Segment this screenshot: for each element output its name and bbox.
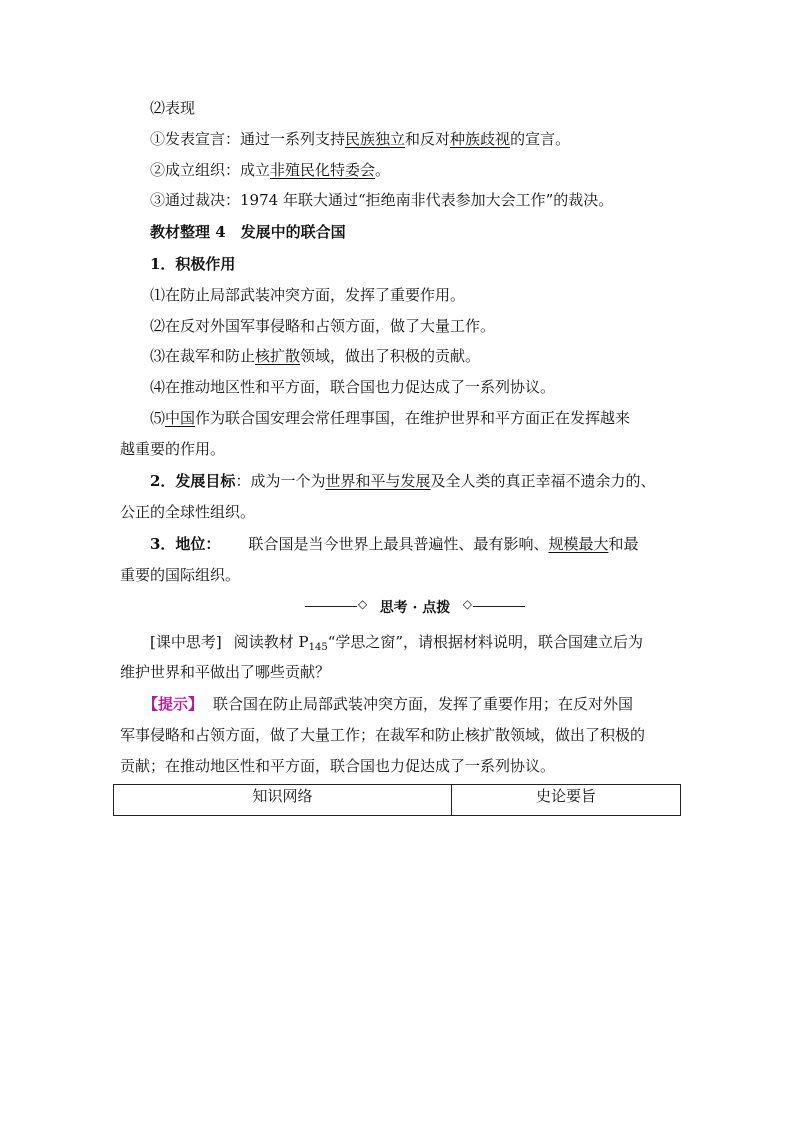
- divider-rule: [305, 606, 357, 607]
- hint-paragraph: 【提示】 联合国在防止局部武装冲突方面，发挥了重要作用；在反对外国: [143, 695, 634, 713]
- section-heading: ⑵表现: [150, 99, 196, 117]
- divider-rule: [473, 606, 525, 607]
- goal-paragraph: 2．发展目标：成为一个为世界和平与发展及全人类的真正幸福不遗余力的、: [150, 472, 656, 490]
- section-title: 教材整理 4 发展中的联合国: [150, 223, 346, 241]
- status-paragraph-continued: 重要的国际组织。: [120, 566, 241, 584]
- underlined-term: 世界和平与发展: [325, 472, 431, 490]
- section-divider: [305, 597, 525, 617]
- underlined-term: 中国: [165, 409, 196, 427]
- question-paragraph: [课中思考] 阅读教材 $P_{145}“$学思之窗”，请根据材料说明，联合国建立后为: [150, 633, 644, 653]
- paragraph-declarations: ①发表宣言：通过一系列支持民族独立和反对种族歧视的宣言。: [150, 130, 571, 148]
- table-row: [114, 785, 681, 816]
- hint-label: 【提示】: [143, 695, 204, 713]
- hint-paragraph-continued: 军事侵略和占领方面，做了大量工作；在裁军和防止核扩散领域，做出了积极的: [120, 726, 646, 744]
- hint-paragraph-continued: 贡献；在推动地区性和平方面，联合国也力促达成了一系列协议。: [120, 757, 556, 775]
- status-paragraph: 3．地位： 联合国是当今世界上最具普遍性、最有影响、规模最大和最: [150, 535, 639, 553]
- list-item: ⑶在裁军和防止核扩散领域，做出了积极的贡献。: [150, 347, 481, 365]
- table-header-theory: 史论要旨: [452, 785, 681, 816]
- diamond-icon: ◇: [358, 597, 368, 611]
- goal-paragraph-continued: 公正的全球性组织。: [120, 503, 256, 521]
- list-item: ⑷在推动地区性和平方面，联合国也力促达成了一系列协议。: [150, 378, 556, 396]
- list-item: ⑴在防止局部武装冲突方面，发挥了重要作用。: [150, 286, 466, 304]
- list-item: ⑸中国作为联合国安理会常任理事国，在维护世界和平方面正在发挥越来: [150, 409, 631, 427]
- divider-title: 思考 · 点拨: [379, 600, 451, 616]
- subsection-title: 1．积极作用: [150, 255, 236, 273]
- list-item: ⑵在反对外国军事侵略和占领方面，做了大量工作。: [150, 317, 496, 335]
- underlined-term: 规模最大: [548, 535, 609, 553]
- question-label: [课中思考]: [150, 633, 222, 651]
- underlined-term: 非殖民化特委会: [270, 161, 376, 179]
- paragraph-ruling: ③通过裁决：1974 年联大通过“拒绝南非代表参加大会工作”的裁决。: [150, 191, 614, 209]
- list-item-continued: 越重要的作用。: [120, 440, 226, 458]
- paragraph-organization: ②成立组织：成立非殖民化特委会。: [150, 161, 391, 179]
- table-header-knowledge: 知识网络: [114, 785, 452, 816]
- summary-table: [113, 784, 681, 816]
- diamond-icon: ◇: [462, 597, 472, 611]
- underlined-term: 种族歧视: [450, 130, 511, 148]
- question-paragraph-continued: 维护世界和平做出了哪些贡献？: [120, 663, 331, 681]
- underlined-term: 民族独立: [345, 130, 406, 148]
- underlined-term: 核扩散: [255, 347, 301, 365]
